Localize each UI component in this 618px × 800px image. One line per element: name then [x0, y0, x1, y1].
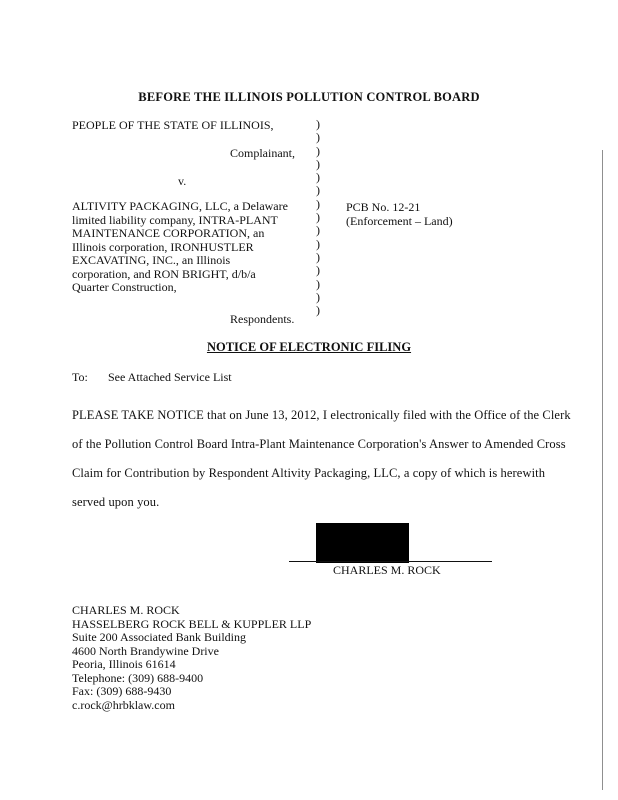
respondent-line: Quarter Construction,	[72, 280, 177, 294]
scan-margin-line	[602, 150, 603, 790]
respondent-line: ALTIVITY PACKAGING, LLC, a Delaware	[72, 199, 288, 213]
caption-paren-column: ) ) ) ) ) ) ) ) ) ) ) ) ) ) )	[316, 117, 320, 318]
signature-name: CHARLES M. ROCK	[333, 563, 441, 577]
body-line-1: PLEASE TAKE NOTICE that on June 13, 2012, I electronically filed with the Office of the Clerk	[72, 408, 571, 422]
respondent-line: corporation, and RON BRIGHT, d/b/a	[72, 266, 256, 281]
address-line: HASSELBERG ROCK BELL & KUPPLER LLP	[72, 616, 312, 631]
case-number: PCB No. 12-21	[346, 200, 421, 214]
email-line: c.rock@hrbklaw.com	[72, 697, 175, 712]
address-line: CHARLES M. ROCK	[72, 603, 180, 617]
caption-versus: v.	[178, 174, 187, 188]
body-line-3: Claim for Contribution by Respondent Altivity Packaging, LLC, a copy of which is herewith	[72, 466, 546, 480]
case-type: (Enforcement – Land)	[346, 214, 453, 228]
address-line: Peoria, Illinois 61614	[72, 657, 176, 671]
caption-respondents-block	[72, 200, 288, 295]
to-label: To:	[72, 370, 88, 384]
body-line-2: of the Pollution Control Board Intra-Plant Maintenance Corporation's Answer to Amended Cross	[72, 437, 566, 451]
address-line: Telephone: (309) 688-9400	[72, 670, 204, 685]
address-line: Suite 200 Associated Bank Building	[72, 630, 246, 644]
redacted-signature	[316, 523, 409, 563]
address-line: Fax: (309) 688-9430	[72, 684, 172, 698]
address-line: 4600 North Brandywine Drive	[72, 643, 219, 658]
signature-line	[289, 561, 492, 562]
attorney-address-block	[72, 604, 311, 712]
body-line-4: served upon you.	[72, 495, 160, 509]
notice-title: NOTICE OF ELECTRONIC FILING	[206, 340, 412, 354]
to-value: See Attached Service List	[108, 370, 232, 384]
caption-people: PEOPLE OF THE STATE OF ILLINOIS,	[72, 118, 274, 132]
caption-complainant: Complainant,	[230, 146, 295, 160]
respondent-line: EXCAVATING, INC., an Illinois	[72, 253, 231, 267]
caption-respondents-label: Respondents.	[230, 312, 295, 326]
board-heading: BEFORE THE ILLINOIS POLLUTION CONTROL BOARD	[138, 90, 480, 104]
respondent-line: MAINTENANCE CORPORATION, an	[72, 226, 265, 240]
respondent-line: Illinois corporation, IRONHUSTLER	[72, 239, 254, 254]
respondent-line: limited liability company, INTRA-PLANT	[72, 212, 278, 227]
